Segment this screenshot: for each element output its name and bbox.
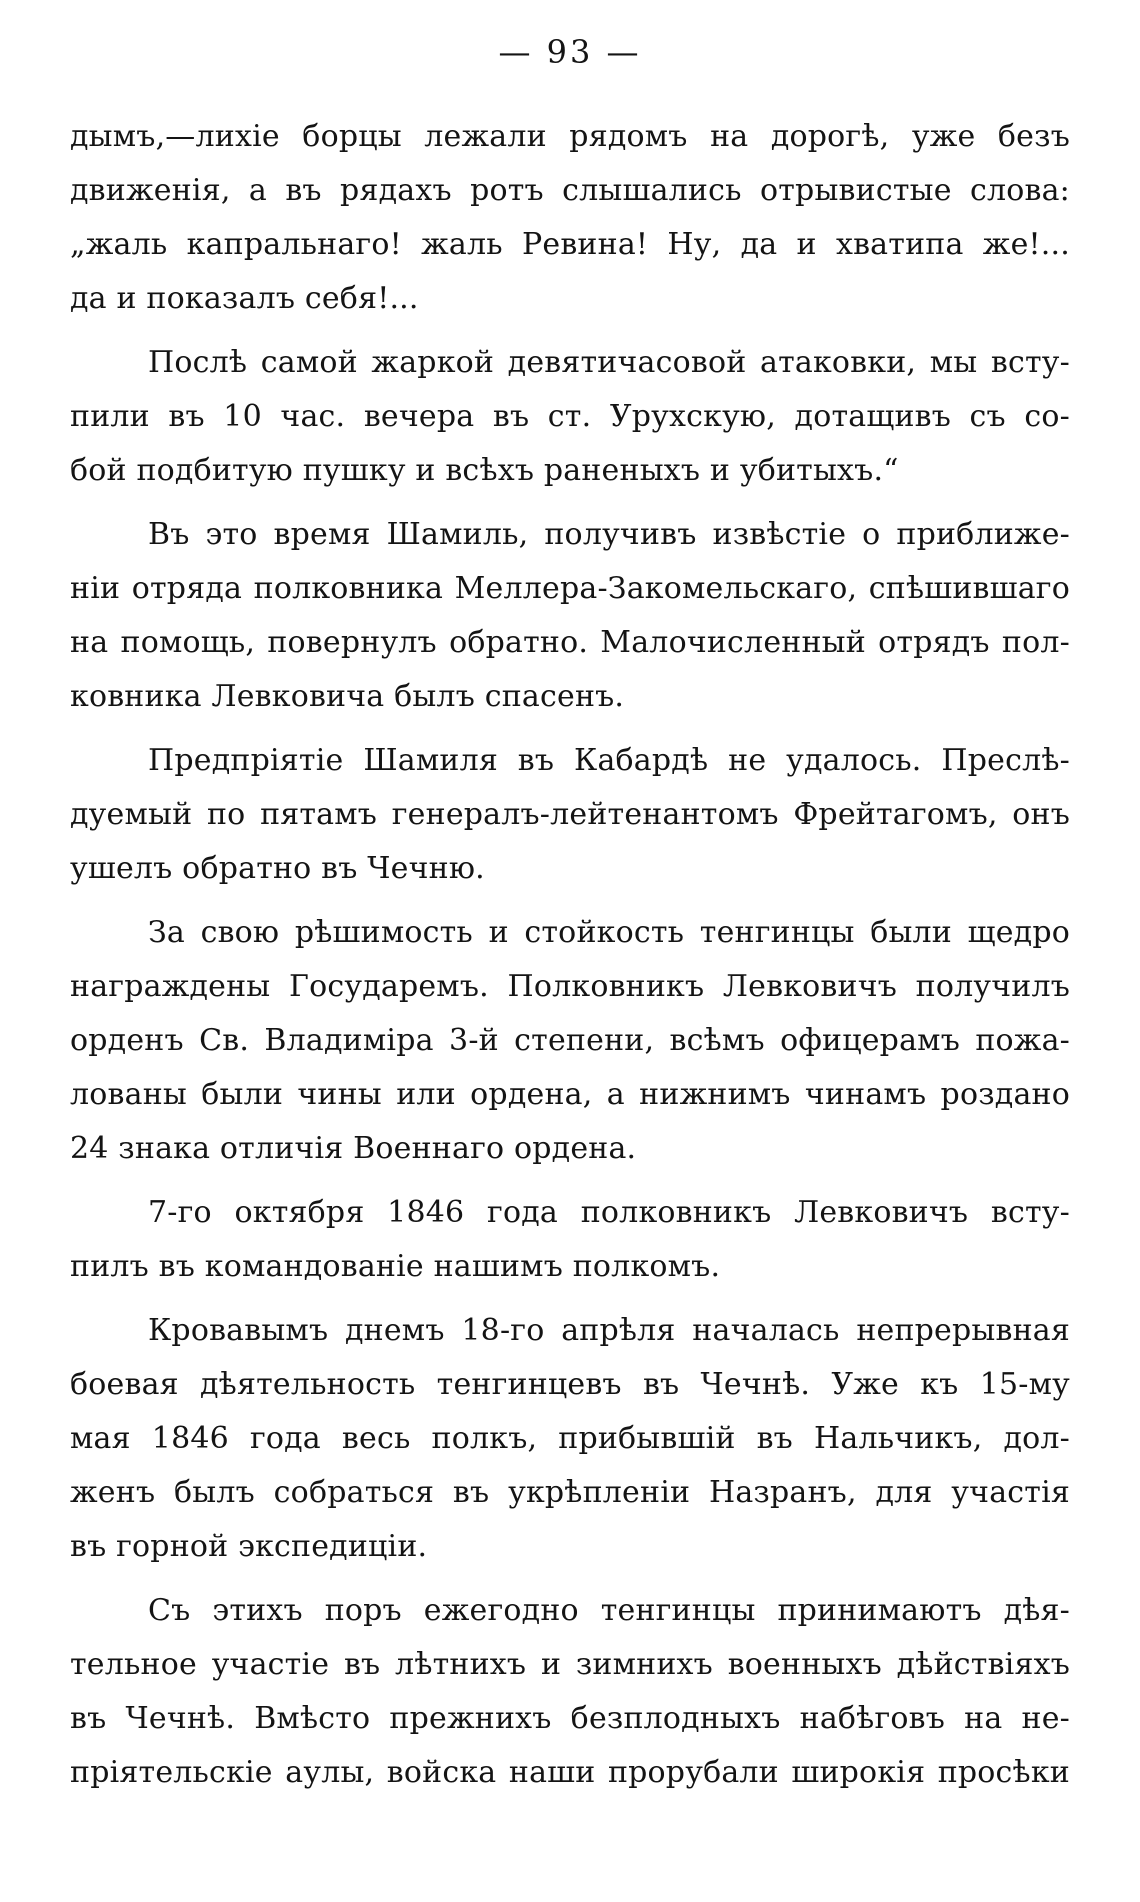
text-line: въ горной экспедиціи. [70,1529,428,1564]
text-line: лованы были чины или ордена, а нижнимъ чинамъ роздано [70,1077,1070,1112]
paragraph [70,508,1070,724]
text-line: мая 1846 года весь полкъ, прибывшій въ Нальчикъ, дол- [70,1421,1070,1456]
text-line: „жаль капральнаго! жаль Ревина! Ну, да и хватипа же!... [70,227,1070,262]
text-line: 7-го октября 1846 года полковникъ Левковичъ всту- [148,1195,1070,1230]
text-line: движенія, а въ рядахъ ротъ слышались отрывистые слова: [70,173,1070,208]
text-line: въ Чечнѣ. Вмѣсто прежнихъ безплодныхъ набѣговъ на не- [70,1701,1070,1736]
text-line: пили въ 10 час. вечера въ ст. Урухскую, дотащивъ съ со- [70,399,1070,434]
text-line: орденъ Св. Владиміра 3-й степени, всѣмъ офицерамъ пожа- [70,1023,1070,1058]
paragraph [70,734,1070,896]
paragraph [70,1584,1070,1800]
text-line: пріятельскіе аулы, войска наши прорубали широкія просѣки [70,1755,1070,1790]
text-line: ковника Левковича былъ спасенъ. [70,679,625,714]
text-line: Съ этихъ поръ ежегодно тенгинцы принимаютъ дѣя- [148,1593,1070,1628]
text-line: Предпріятіе Шамиля въ Кабардѣ не удалось. Преслѣ- [148,743,1070,778]
text-line: бой подбитую пушку и всѣхъ раненыхъ и убитыхъ.“ [70,453,899,488]
paragraph [70,906,1070,1176]
text-line: да и показалъ себя!... [70,281,419,316]
text-line: Послѣ самой жаркой девятичасовой атаковки, мы всту- [148,345,1070,380]
text-line: ушелъ обратно въ Чечню. [70,851,485,886]
page-number: — 93 — [498,33,642,71]
text-line: на помощь, повернулъ обратно. Малочисленный отрядъ пол- [70,625,1070,660]
text-line: боевая дѣятельность тенгинцевъ въ Чечнѣ. Уже къ 15-му [70,1367,1070,1402]
text-line: женъ былъ собраться въ укрѣпленіи Назранъ, для участія [70,1475,1070,1510]
text-line: пилъ въ командованіе нашимъ полкомъ. [70,1249,721,1284]
text-line: 24 знака отличія Военнаго ордена. [70,1131,637,1166]
paragraph [70,1304,1070,1574]
text-line: дуемый по пятамъ генералъ-лейтенантомъ Фрейтагомъ, онъ [70,797,1070,832]
text-line: За свою рѣшимость и стойкость тенгинцы были щедро [148,915,1070,950]
body-text [70,110,1070,1810]
text-line: тельное участіе въ лѣтнихъ и зимнихъ военныхъ дѣйствіяхъ [70,1647,1070,1682]
paragraph [70,110,1070,326]
text-line: дымъ,—лихіе борцы лежали рядомъ на дорогѣ, уже безъ [70,119,1070,154]
paragraph [70,336,1070,498]
paragraph [70,1186,1070,1294]
text-line: награждены Государемъ. Полковникъ Левковичъ получилъ [70,969,1070,1004]
text-line: Въ это время Шамиль, получивъ извѣстіе о приближе- [148,517,1070,552]
text-line: Кровавымъ днемъ 18-го апрѣля началась непрерывная [148,1313,1070,1348]
text-line: ніи отряда полковника Меллера-Закомельскаго, спѣшившаго [70,571,1070,606]
